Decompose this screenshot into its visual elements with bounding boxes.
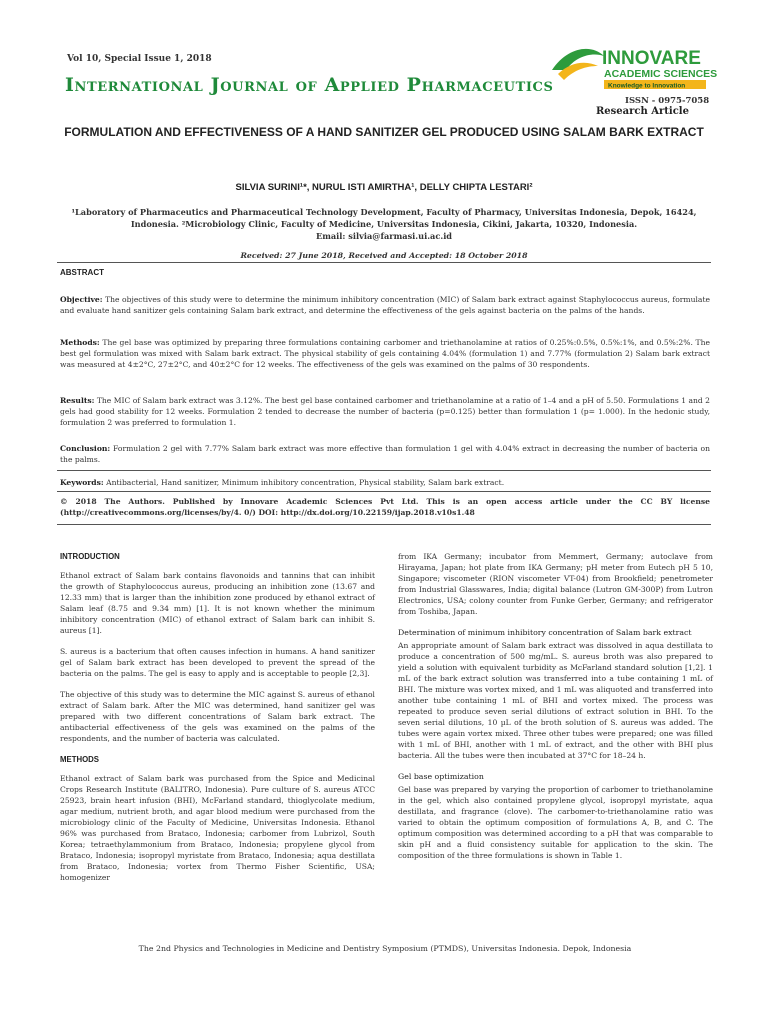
results-label: Results: [60,396,95,405]
divider-license [57,491,711,492]
methods-paragraph-1: Ethanol extract of Salam bark was purchased from the Spice and Medicinal Crops Research Institute (BALITRO, Indonesia). Pure culture of S. aureus ATCC 25923, brain heart infusion (BHI), McFarland standard, thioglycolate medium, agar medium, nutrient broth, and agar blood medium were purchased from the microbiology clinic of the Faculty of Medicine, Universitas Indonesia. Ethanol 96% was purchased from Brataco, Indonesia; carbomer from Lubrizol, South Korea; tetraethylammonium from Brataco, Indonesia; propylene glycol from Brataco, Indonesia; isopropyl myristate from Brataco, Indonesia; aqua destillata from Brataco, Indonesia; vortex from Thermo Fisher Scientific, USA; homogenizer [60,774,375,882]
right-column [398,551,713,871]
page-footer: The 2nd Physics and Technologies in Medicine and Dentistry Symposium (PTMDS), Universitas Indonesia. Depok, Indonesia [138,944,632,953]
license-text: © 2018 The Authors. Published by Innovare Academic Sciences Pvt Ltd. This is an open access article under the CC BY license (http://creativecommons.org/licenses/by/4. 0/) DOI: http://dx.doi.org/10.22159/ijap.2018.v10s1.48 [60,497,710,517]
results-text: The MIC of Salam bark extract was 3.12%. The best gel base contained carbomer and triethanolamine at a ratio of 1–4 and a pH of 5.50. Formulations 1 and 2 gels had good stability for 12 weeks. Formulation 2 tended to decrease the number of bacteria (p=0.125) better than formulation 1 (p= 1.000). In the hedonic study, formulation 2 was preferred to formulation 1. [60,396,710,427]
abstract-results [60,395,710,428]
volume-info: Vol 10, Special Issue 1, 2018 [67,54,212,64]
keywords-label: Keywords: [60,478,104,487]
abstract-heading: ABSTRACT [60,268,104,277]
logo-tagline: Knowledge to Innovation [608,82,686,90]
intro-paragraph-1: Ethanol extract of Salam bark contains flavonoids and tannins that can inhibit the growth of Staphylococcus aureus, producing an inhibition zone (13.67 and 12.33 mm) that is larger than the inhibition zone produced by ethanol extract of Salam leaf (8.75 and 9.34 mm) [1]. It is not known whether the minimum inhibitory concentration (MIC) of ethanol extract of Salam bark can inhibit S. aureus [1]. [60,571,375,635]
mic-paragraph: An appropriate amount of Salam bark extract was dissolved in aqua destillata to produce a concentration of 500 mg/mL. S. aureus broth was also prepared to yield a solution with equivalent turbidity as McFarland standard solution [1,2]. 1 mL of the bark extract solution was transferred into a tube containing 1 mL of BHI. The mixture was vortex mixed, and 1 mL was aliquoted and transferred into another tube containing 1 mL of BHI and vortex mixed. The process was repeated to produce seven serial dilutions of extract solution in BHI. To the seven serial dilutions, 10 µL of the broth solution of S. aureus was added. The tubes were again vortex mixed. Three other tubes were prepared; one was filled with 1 mL of BHI, another with 1 mL of extract, and the other with BHI plus bacteria. All the tubes were then incubated at 37°C for 18–24 h. [398,641,713,760]
logo-subtext: ACADEMIC SCIENCES [604,68,718,80]
gel-base-heading: Gel base optimization [398,772,484,781]
objective-text: The objectives of this study were to determine the minimum inhibitory concentration (MIC) of Salam bark extract against Staphylococcus aureus, formulate and evaluate hand sanitizer gels containing Salam bark extract, and determine the effectiveness of the gels against bacteria on the palms of the hands. [60,295,710,315]
journal-title: International Journal of Applied Pharmaceutics [65,74,554,96]
methods-label: Methods: [60,338,100,347]
email[interactable]: Email: silvia@farmasi.ui.ac.id [315,231,453,241]
divider-bottom [57,524,711,525]
logo-text: INNOVARE [602,48,701,69]
affiliations [52,206,716,242]
innovare-logo [548,40,728,100]
keywords-text: Antibacterial, Hand sanitizer, Minimum inhibitory concentration, Physical stability, Salam bark extract. [103,478,505,487]
introduction-heading: INTRODUCTION [60,552,120,561]
article-title: FORMULATION AND EFFECTIVENESS OF A HAND SANITIZER GEL PRODUCED USING SALAM BARK EXTRACT [64,125,704,139]
divider-keywords [57,470,711,471]
conclusion-text: Formulation 2 gel with 7.77% Salam bark extract was more effective than formulation 1 gel with 4.04% extract in decreasing the number of bacteria on the palms. [60,444,710,464]
methods-heading: METHODS [60,755,99,764]
mic-heading: Determination of minimum inhibitory concentration of Salam bark extract [398,628,692,637]
conclusion-label: Conclusion: [60,444,111,453]
gel-base-paragraph: Gel base was prepared by varying the proportion of carbomer to triethanolamine in the gel, which also contained propylene glycol, isopropyl myristate, aqua destillata, and fragrance (clove). The carbomer-to-triethanolamine ratio was varied to obtain the optimum composition of formulations A, B, and C. The optimum composition was determined according to a pH that was comparable to skin pH and a fluid consistency suitable for application to the skin. The composition of the three formulations is shown in Table 1. [398,785,713,860]
materials-continued: from IKA Germany; incubator from Memmert, Germany; autoclave from Hirayama, Japan; hot plate from IKA Germany; pH meter from Eutech pH 5 10, Singapore; viscometer (RION viscometer VT-04) from Brookfield; penetrometer from Industrial Glasswares, India; digital balance (Lutron GM-300P) from Lutron Electronics, USA; colony counter from Funke Gerber, Germany; and refrigerator from Toshiba, Japan. [398,552,713,616]
objective-label: Objective: [60,295,103,304]
abstract-conclusion [60,443,710,465]
article-type: Research Article [596,106,689,117]
abstract-methods [60,337,710,370]
received-dates: Received: 27 June 2018, Received and Accepted: 18 October 2018 [240,251,528,260]
authors: SILVIA SURINI¹*, NURUL ISTI AMIRTHA¹, DELLY CHIPTA LESTARI² [235,182,533,193]
affiliation-text: ¹Laboratory of Pharmaceutics and Pharmaceutical Technology Development, Faculty of Pharmacy, Universitas Indonesia, Depok, 16424, Indonesia. ²Microbiology Clinic, Faculty of Medicine, Universitas Indonesia, Cikini, Jakarta, 10320, Indonesia. [71,207,697,229]
divider-top [57,262,711,263]
intro-paragraph-3: The objective of this study was to determine the MIC against S. aureus of ethanol extract of Salam bark. After the MIC was determined, hand sanitizer gel was prepared with two different concentrations of Salam bark extract. The antibacterial effectiveness of the gels was examined on the palms of the respondents, and the number of bacteria was calculated. [60,690,375,743]
left-column [60,551,375,893]
abstract-objective [60,294,710,316]
issn: ISSN - 0975-7058 [625,96,710,106]
keywords [60,477,710,488]
methods-text: The gel base was optimized by preparing three formulations containing carbomer and triethanolamine at ratios of 0.25%:0.5%, 0.5%:1%, and 0.5%:2%. The best gel formulation was mixed with Salam bark extract. The physical stability of gels containing 4.04% (formulation 1) and 7.77% (formulation 2) Salam bark extract was measured at 4±2°C, 27±2°C, and 40±2°C for 12 weeks. The effectiveness of the gels was examined on the palms of 30 respondents. [60,338,710,369]
intro-paragraph-2: S. aureus is a bacterium that often causes infection in humans. A hand sanitizer gel of Salam bark extract has been developed to prevent the spread of the bacteria on the palms. The gel is easy to apply and is acceptable to people [2,3]. [60,647,375,678]
